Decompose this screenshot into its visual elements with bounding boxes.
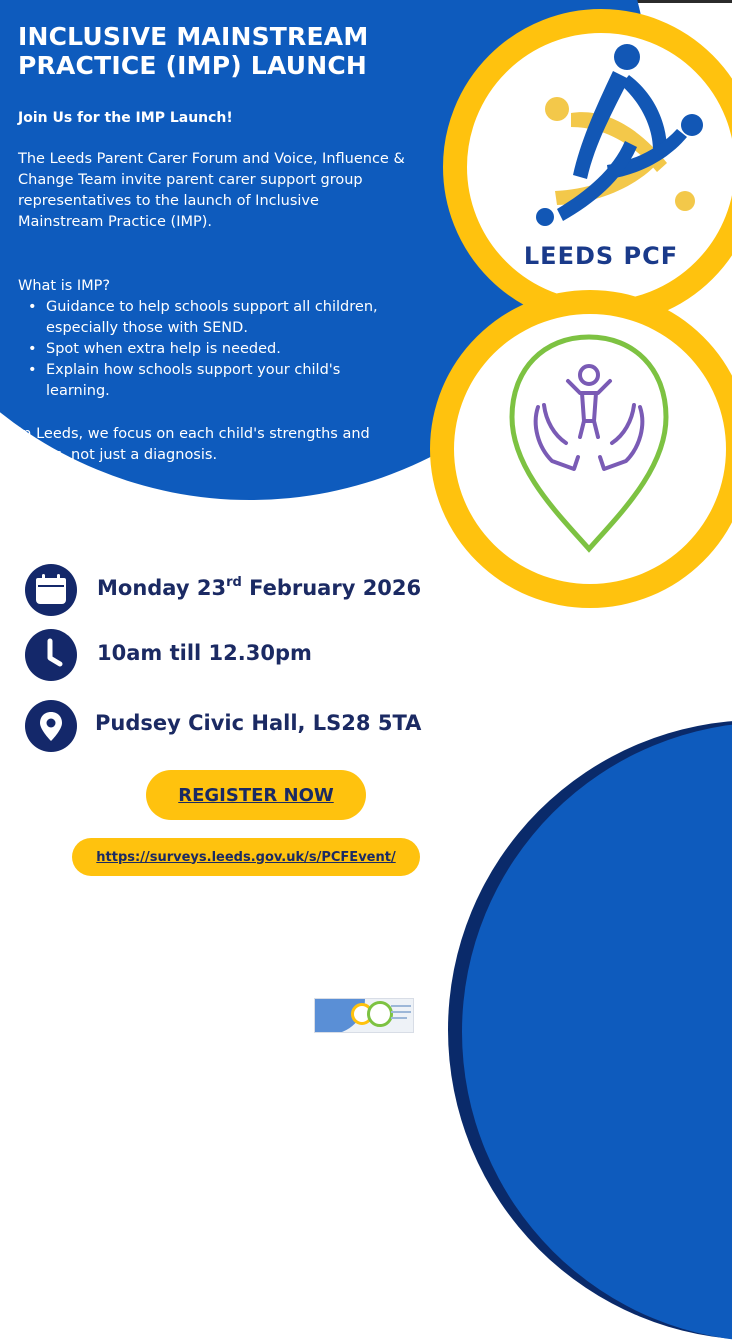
leeds-pcf-logo-icon [517, 41, 732, 231]
list-item: • Explain how schools support your child's learning. [28, 360, 398, 402]
location-icon-circle [25, 700, 77, 752]
map-pin-icon [25, 700, 77, 752]
title-line-1: INCLUSIVE MAINSTREAM [18, 22, 369, 51]
decorative-blue-circle [462, 722, 732, 1342]
event-location: Pudsey Civic Hall, LS28 5TA [95, 711, 422, 735]
subtitle: Join Us for the IMP Launch! [18, 110, 233, 126]
logo-text: LEEDS PCF [523, 242, 679, 270]
list-item: • Spot when extra help is needed. [28, 339, 398, 360]
what-is-heading: What is IMP? [18, 278, 111, 294]
imp-bullet-list [28, 297, 398, 402]
leeds-focus-paragraph: In Leeds, we focus on each child's strengths and needs, not just a diagnosis. [18, 426, 370, 463]
list-item: • Guidance to help schools support all children, especially those with SEND. [28, 297, 398, 339]
event-date: Monday 23rd February 2026 [97, 575, 422, 600]
intro-paragraph: The Leeds Parent Carer Forum and Voice, Influence & Change Team invite parent carer support group representatives to the launch of Inclusive Mainstream Practice (IMP). [18, 151, 405, 230]
page-title [18, 22, 438, 80]
title-line-2: PRACTICE (IMP) LAUNCH [18, 51, 368, 80]
clock-icon [25, 629, 77, 681]
hands-child-icon [504, 329, 674, 559]
clock-icon-circle [25, 629, 77, 681]
hands-logo-ring [430, 290, 732, 608]
calendar-icon [25, 564, 77, 616]
register-now-button[interactable]: REGISTER NOW [146, 770, 366, 820]
event-time: 10am till 12.30pm [97, 641, 312, 665]
calendar-icon-circle [25, 564, 77, 616]
flyer-thumbnail [314, 998, 414, 1033]
register-link[interactable]: https://surveys.leeds.gov.uk/s/PCFEvent/ [72, 838, 420, 876]
